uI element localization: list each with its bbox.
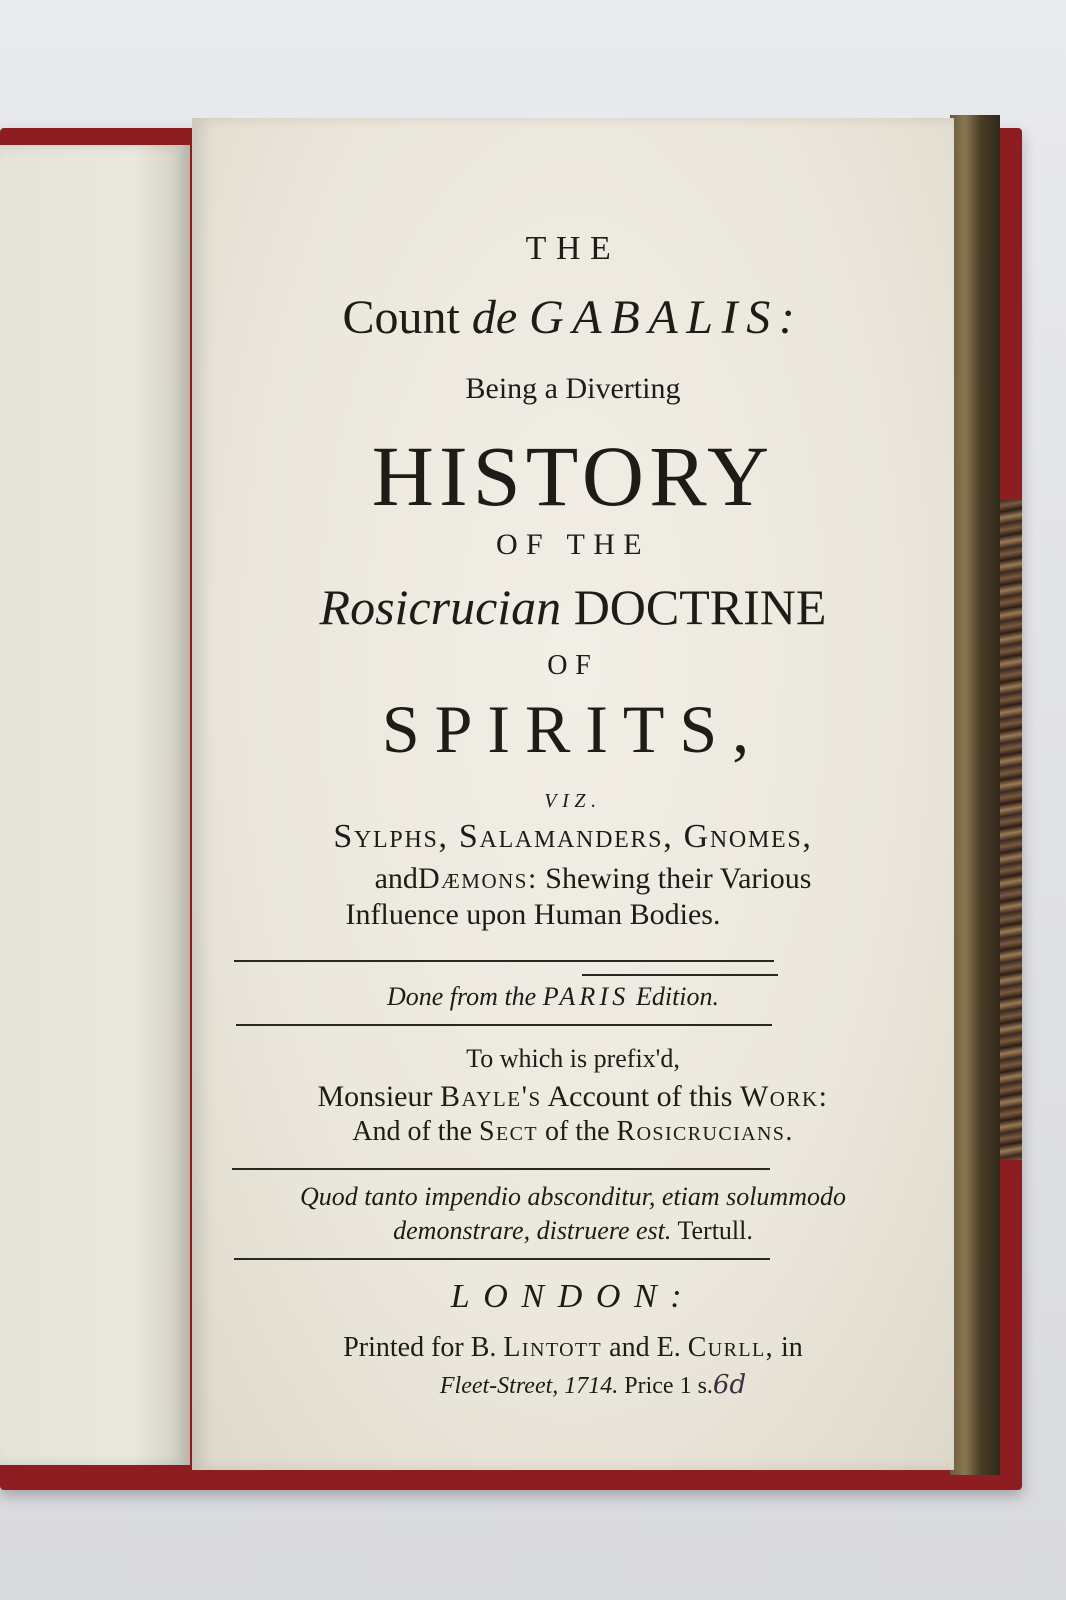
title-doctrine [192,578,954,636]
and-e-text: and E. [609,1332,681,1363]
title-the: THE [525,230,621,267]
account-text: Account of this [547,1080,733,1113]
lintott-word: Lintott [503,1332,603,1363]
london-line: LONDON: [450,1278,696,1315]
paris-word: PARIS [542,982,630,1011]
title-of-the: OF THE [495,528,651,561]
line-influence: Influence upon Human Bodies. [345,898,721,931]
left-blank-page [0,145,190,1465]
bayle-word: Bayle's [440,1080,542,1113]
rule-1a [234,960,774,962]
page-edges [950,115,1000,1475]
title-history: HISTORY [371,428,775,524]
monsieur-word: Monsieur [317,1080,433,1113]
in-word: in [781,1332,803,1363]
marbled-endpaper [1000,500,1022,1160]
rule-3 [232,1168,770,1170]
daemons-word: Dæmons: [417,862,538,895]
rule-2 [236,1024,772,1026]
and-word: and [374,862,418,895]
count-name: GABALIS: [529,291,804,344]
rosicrucians-word: Rosicrucians. [616,1116,794,1147]
line-daemons [212,862,974,896]
title-count [192,290,954,345]
quote-author: Tertull. [677,1216,753,1245]
fleet-line [212,1370,974,1400]
rule-4 [234,1258,770,1260]
bayle-line [192,1080,954,1114]
prefix-line: To which is prefix'd, [466,1044,680,1073]
title-spirits: SPIRITS, [381,691,765,767]
price-text: Price 1 s. [624,1373,713,1399]
handwritten-price: 6d [712,1370,747,1400]
printed-line [192,1332,954,1364]
subtitle-being: Being a Diverting [465,372,681,405]
quote-line-2 [192,1216,954,1246]
of-the-text: of the [544,1116,610,1147]
curll-word: Curll, [687,1332,774,1363]
edition-word: Edition. [635,982,720,1011]
sect-line [192,1116,954,1148]
sect-word: Sect [479,1116,538,1147]
fleet-street-text: Fleet-Street, 1714. [439,1373,619,1399]
title-of: OF [547,650,599,681]
count-word: Count [342,291,460,344]
rosicrucian-word: Rosicrucian [319,579,562,635]
work-word: Work: [739,1080,829,1113]
line-sylphs: Sylphs, Salamanders, Gnomes, [333,818,813,855]
printed-for: Printed for B. [343,1332,497,1363]
and-of-the: And of the [352,1116,473,1147]
done-from: Done from the [386,982,537,1011]
shewing-text: Shewing their Various [545,862,812,895]
doctrine-word: DOCTRINE [573,579,827,635]
count-de: de [471,291,518,344]
title-page [192,118,954,1470]
quote-line-1: Quod tanto impendio absconditur, etiam solummodo [300,1182,846,1211]
quote-text-2: demonstrare, distruere est. [393,1216,672,1245]
done-line [172,982,934,1012]
viz-label: VIZ. [544,790,602,812]
rule-1b [582,974,778,976]
